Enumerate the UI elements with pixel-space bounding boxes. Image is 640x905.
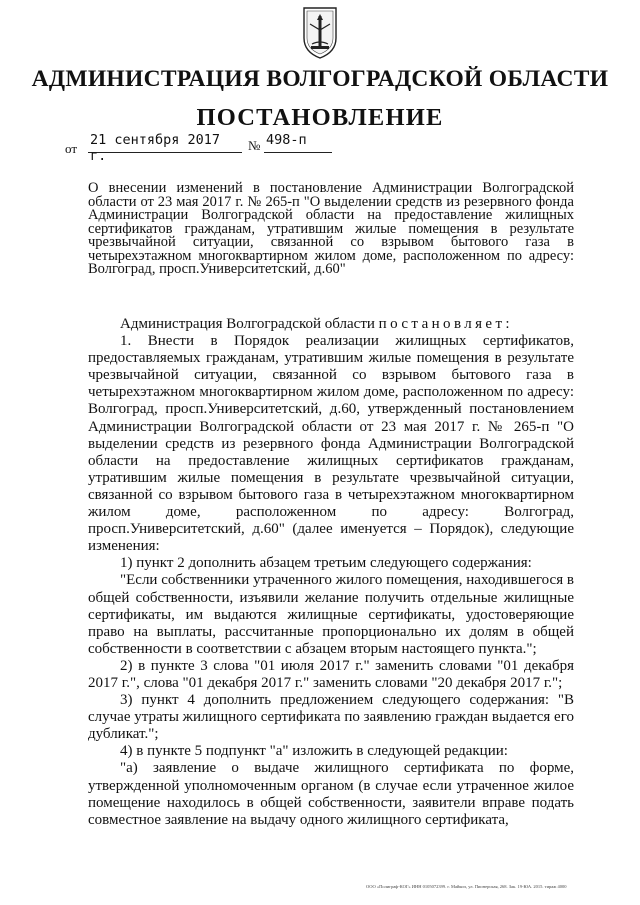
printer-footer: ООО «Полиграф-КОГ» ИНН 0105072399. г. Майкоп, ул. Пионерская, 268. Зак. 19-ЮА. 2015. тираж 4000 <box>366 884 567 889</box>
document-date: 21 сентября 2017 г. <box>88 132 242 153</box>
document-type-title: ПОСТАНОВЛЕНИЕ <box>196 104 444 131</box>
paragraph-7: "а) заявление о выдаче жилищного сертификата по форме, утвержденной уполномоченным органом (в случае если утраченное жилое помещение находилось в общей собственности, заявители вправе подать совместное заявление на выдачу одного жилищного сертификата, <box>88 760 574 828</box>
paragraph-4: 2) в пункте 3 слова "01 июля 2017 г." заменить словами "01 декабря 2017 г.", слова "01 декабря 2017 г." заменить словами "20 декабря 2017 г."; <box>88 657 574 691</box>
paragraph-1: 1. Внести в Порядок реализации жилищных сертификатов, предоставляемых гражданам, утратившим жилые помещения в результате чрезвычайной ситуации, связанной со взрывом бытового газа в четырехэтажном многоквартирном жилом доме, расположенном по адресу: Волгоград, просп.Университетский, д.60, утвержденный постановлением Администрации Волгоградской области от 23 мая 2017 г. № 265-п "О выделении средств из резервного фонда Администрации Волгоградской области на предоставление жилищных сертификатов гражданам, утратившим жилые помещения в результате чрезвычайной ситуации, связанной со взрывом бытового газа в четырехэтажном многоквартирном жилом доме, расположенном по адресу: Волгоград, просп.Университетский, д.60" (далее именуется – Порядок), следующие изменения: <box>88 333 574 555</box>
intro-verb: постановляет: <box>378 316 514 332</box>
document-body <box>88 316 574 829</box>
number-sign: № <box>248 138 261 153</box>
organization-title: АДМИНИСТРАЦИЯ ВОЛГОГРАДСКОЙ ОБЛАСТИ <box>31 66 609 92</box>
paragraph-2: 1) пункт 2 дополнить абзацем третьим следующего содержания: <box>120 555 532 572</box>
intro-paragraph <box>88 316 574 333</box>
intro-lead: Администрация Волгоградской области <box>120 316 375 332</box>
date-prefix: от <box>65 141 78 156</box>
document-subject: О внесении изменений в постановление Администрации Волгоградской области от 23 мая 2017 г. № 265-п "О выделении средств из резервного фонда Администрации Волгоградской области на предоставление жилищных сертификатов гражданам, утратившим жилые помещения в результате чрезвычайной ситуации, связанной со взрывом бытового газа в четырехэтажном многоквартирном жилом доме, расположенном по адресу: Волгоград, просп.Университетский, д.60" <box>88 180 574 277</box>
paragraph-6: 4) в пункте 5 подпункт "а" изложить в следующей редакции: <box>120 743 508 760</box>
paragraph-5: 3) пункт 4 дополнить предложением следующего содержания: "В случае утраты жилищного сертификата по заявлению граждан выдается его дубликат."; <box>88 692 574 743</box>
document-number: 498-п <box>264 132 332 153</box>
volgograd-coat-of-arms-icon <box>300 4 340 60</box>
paragraph-3: "Если собственники утраченного жилого помещения, находившегося в общей собственности, изъявили желание получить отдельные жилищные сертификаты, им выдаются жилищные сертификаты, удостоверяющие право на выплаты, рассчитанные пропорционально их долям в общей собственности в соответствии с абзацем вторым настоящего пункта."; <box>88 572 574 657</box>
